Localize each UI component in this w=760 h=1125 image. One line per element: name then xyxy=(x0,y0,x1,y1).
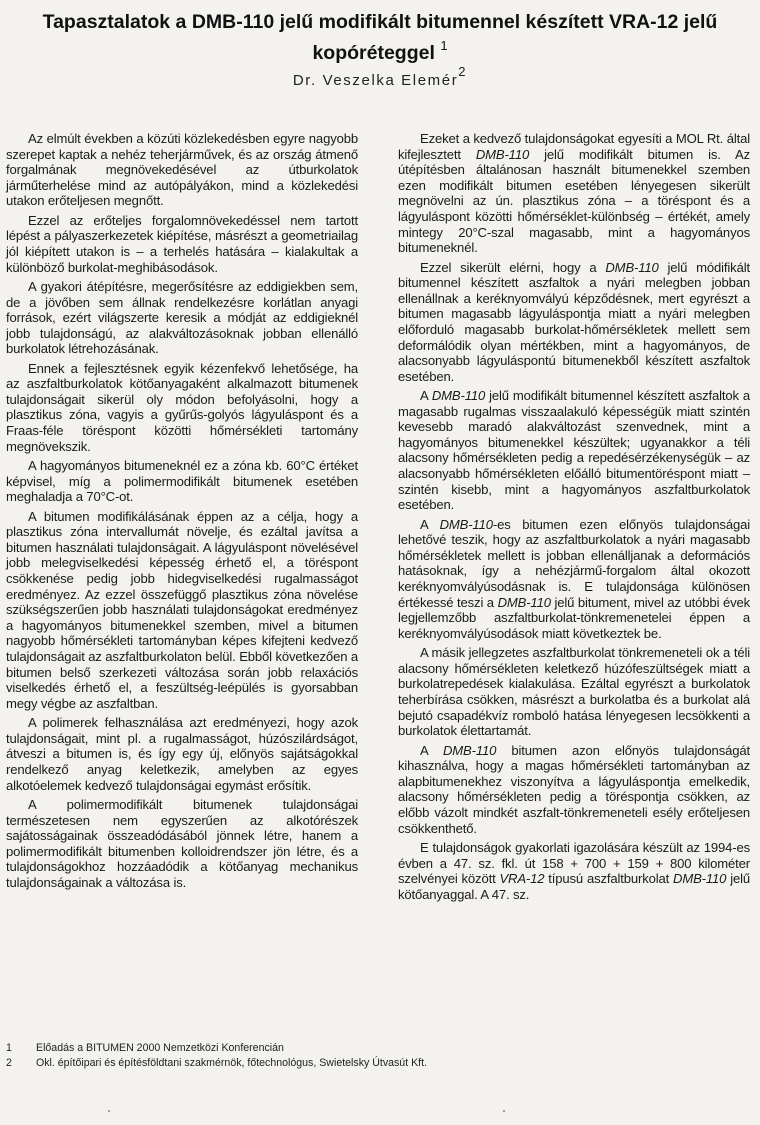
text-run: bitumen azon előnyös tulajdonságát kihasználva, hogy a magas hőmérsékleti tartományban az alapbitumenekhez viszonyítva a lágyuláspontja emelkedik, alacsony hőmérsékleten pedig a töréspontja csökken, az előbb vázolt mindkét aszfalt-tönkremeneteli esély erőteljesen csökkenthető. xyxy=(398,742,750,836)
paragraph: Az elmúlt években a közúti közlekedésben egyre nagyobb szerepet kaptak a nehéz teherjárművek, és az ország átmenő forgalmának megnövekedésével az útburkolatok járműterhelése mind az autópályákon, mind a közlekedési utakon erőteljesen megnőtt. xyxy=(6,131,358,209)
paragraph xyxy=(398,388,750,513)
text-run: típusú aszfaltburkolat xyxy=(548,871,670,887)
footnote-number: 2 xyxy=(6,1057,12,1069)
text-run: A xyxy=(420,516,428,532)
product-name: VRA-12 xyxy=(499,871,545,887)
text-run: A xyxy=(420,388,428,404)
left-column xyxy=(6,131,358,894)
author-footnote-mark: 2 xyxy=(458,64,468,79)
text-run: jelű modifikált bitumennel készített aszfaltok a magasabb rugalmas visszaalakuló képességük miatt szintén kevesebb maradó alakváltozást szenvednek, mint a hagyományos bitumenekkel készültek; ugyanakkor a téli alacsony hőmérsékleten pedig a repedésérzékenységük – az alacsonyabb hőmérsékleten előálló bitumentöréspont miatt – szintén kisebb, mint a hagyományos aszfaltburkolatok esetében. xyxy=(398,388,750,513)
text-run: Ezzel sikerült elérni, hogy a xyxy=(420,259,597,275)
footnote-text: Okl. építőipari és építésföldtani szakmérnök, főtechnológus, Swietelsky Útvasút Kft. xyxy=(36,1057,427,1069)
text-run: A xyxy=(420,742,428,758)
page-title xyxy=(14,10,746,65)
right-column xyxy=(398,131,750,906)
product-name: DMB-110 xyxy=(431,388,486,404)
title-footnote-mark: 1 xyxy=(440,38,448,53)
paragraph: A bitumen modifikálásának éppen az a célja, hogy a plasztikus zóna intervallumát növelje, és ezáltal javítsa a bitumen használati tulajdonságait. A lágyuláspont növelésével jobb melegviselkedési képesség érhető el, a töréspont csökkenése pedig jobb hidegviselkedési rugalmasságot eredményez. Az ezzel összefüggő plasztikus zóna növelése szükségszerűen jobb használati tulajdonságokat eredményez a hagyományos bitumenekkel szemben, mivel a bitumen nagyobb hőmérsékleti tartományban képes kifejteni kedvező tulajdonságait az aszfaltburkolaton belül. Ebből következően a bitumen belső szerkezeti változása során jobb relaxációs viselkedés érhető el, a feszültség-leépülés is gyorsabban megy végbe az aszfaltban. xyxy=(6,508,358,711)
footnote-text: Előadás a BITUMEN 2000 Nemzetközi Konferencián xyxy=(36,1042,284,1054)
text-run: jelű kötőanyaggal. A 47. sz. xyxy=(398,871,750,902)
paragraph: A hagyományos bitumeneknél ez a zóna kb. 60°C értéket képvisel, míg a polimermodifikált bitumenek esetében meghaladja a 70°C-ot. xyxy=(6,458,358,505)
paragraph: A gyakori átépítésre, megerősítésre az eddigiekben sem, de a jövőben sem állnak rendelkezésre korlátlan anyagi források, ezért világszerte keresik a módját az eddigieknél jobb tulajdonságú, az alakváltozásoknak jobban ellenálló burkolatok létrehozásának. xyxy=(6,278,358,357)
footnote xyxy=(6,1056,746,1071)
author-name: Dr. Veszelka Elemér xyxy=(292,72,459,89)
scan-speck xyxy=(503,1110,505,1112)
text-run: -es bitumen ezen előnyös tulajdonságai lehetővé teszik, hogy az aszfaltburkolatok a nyári magasabb hőmérsékletek mellett is jobban ellenálljanak a deformációs hatásoknak, így a nehézjármű-forgalom által okozott keréknyomvályúsodásnak is. E tulajdonsága különösen értékessé teszi a xyxy=(398,516,750,610)
text-run: jelű módifikált bitumennel készített aszfaltok a nyári melegben jobban ellenállnak a keréknyomvályú képződésnek, mert egyrészt a bitumen magasabb lágyuláspontja miatt a nyári melegben előforduló magasabb burkolat-hőmérsékletek mellett sem deformálódik olyan mértékben, mint a hagyományos, de alacsonyabb lágyuláspontú bitumenekből készített aszfaltok esetében. xyxy=(398,259,750,384)
footnote-number: 1 xyxy=(6,1042,12,1054)
paragraph xyxy=(398,131,750,256)
scan-speck xyxy=(108,1110,110,1112)
product-name: DMB-110 xyxy=(442,742,497,758)
paragraph: A polimerek felhasználása azt eredményezi, hogy azok tulajdonságait, mint pl. a rugalmasságot, húzószilárdságot, átveszi a bitumen is, és így egy új, előnyös sajátságokkal rendelkező anyag keletkezik, amelyben az egyes alkotóelemek kedvező tulajdonságai egymást erősítik. xyxy=(6,715,358,793)
product-name: DMB-110 xyxy=(439,516,493,532)
product-name: DMB-110 xyxy=(475,146,530,162)
footnote xyxy=(6,1041,746,1056)
paragraph xyxy=(398,743,750,837)
title-text: Tapasztalatok a DMB-110 jelű modifikált bitumennel készített VRA-12 jelű kopóréteggel xyxy=(42,11,718,64)
paragraph: A polimermodifikált bitumenek tulajdonságai természetesen nem egyszerűen az alkotórészek sajátosságainak összeadódásából jönnek létre, hanem a polimermodifikált bitumenben kolloidrendszer jön létre, és a tulajdonságokhoz hozzáadódik a kötőanyag mechanikus tulajdonságainak a változása is. xyxy=(6,796,358,890)
text-run: jelű modifikált bitumen is. Az útépítésben általánosan használt bitumenekkel szemben ezen modifikált bitumen esetében lényegesen sikerült megnövelni az ún. plasztikus zóna – a töréspont és a lágyuláspont közötti hőmérséklet-különbség – értékét, amely mintegy 20°C-szal magasabb, mint a hagyományos bitumeneknél. xyxy=(398,146,750,256)
author-line xyxy=(0,64,760,89)
product-name: DMB-110 xyxy=(673,871,727,887)
text-run: jelű bitument, mivel az utóbbi évek legjellemzőbb aszfaltburkolat-tönkremenetelei éppen a keréknyomvályúsodások miatt következtek be. xyxy=(398,594,750,641)
paragraph xyxy=(398,260,750,385)
text-run: E tulajdonságok gyakorlati igazolására készült az 1994-es évben a 47. sz. fkl. út 158 + 700 + 159 + 800 kilométer szelvényei között xyxy=(398,839,750,887)
text-run: Ezeket a kedvező tulajdonságokat egyesíti a MOL Rt. által kifejlesztett xyxy=(398,131,750,162)
paragraph xyxy=(398,517,750,642)
product-name: DMB-110 xyxy=(605,259,659,275)
paragraph: Ennek a fejlesztésnek egyik kézenfekvő lehetősége, ha az aszfaltburkolatok kötőanyagaként alkalmazott bitumenek tulajdonságait sikerül oly módon befolyásolni, hogy a plasztikus zóna, vagyis a gyűrűs-golyós lágyuláspont és a Fraas-féle töréspont közötti hőmérsékleti tartomány megnövekszik. xyxy=(6,360,358,454)
paragraph: Ezzel az erőteljes forgalomnövekedéssel nem tartott lépést a pályaszerkezetek kiépítése, másrészt a geometriailag jól kiépített utakon is – a terhelés hatására – kialakultak a különböző burkolat-meghibásodások. xyxy=(6,212,358,275)
product-name: DMB-110 xyxy=(497,594,551,610)
paragraph: A másik jellegzetes aszfaltburkolat tönkremeneteli ok a téli alacsony hőmérsékleten keletkező húzófeszültségek miatt a burkolatrepedések kialakulása. Ezáltal egyrészt a burkolatok teherbírása csökken, másrészt a burkolatba és a burkolat alá bejutó csapadékvíz romboló hatása lényegesen lecsökkenti a burkolatok élettartamát. xyxy=(398,645,750,739)
footnotes xyxy=(6,1041,746,1071)
paragraph xyxy=(398,840,750,902)
